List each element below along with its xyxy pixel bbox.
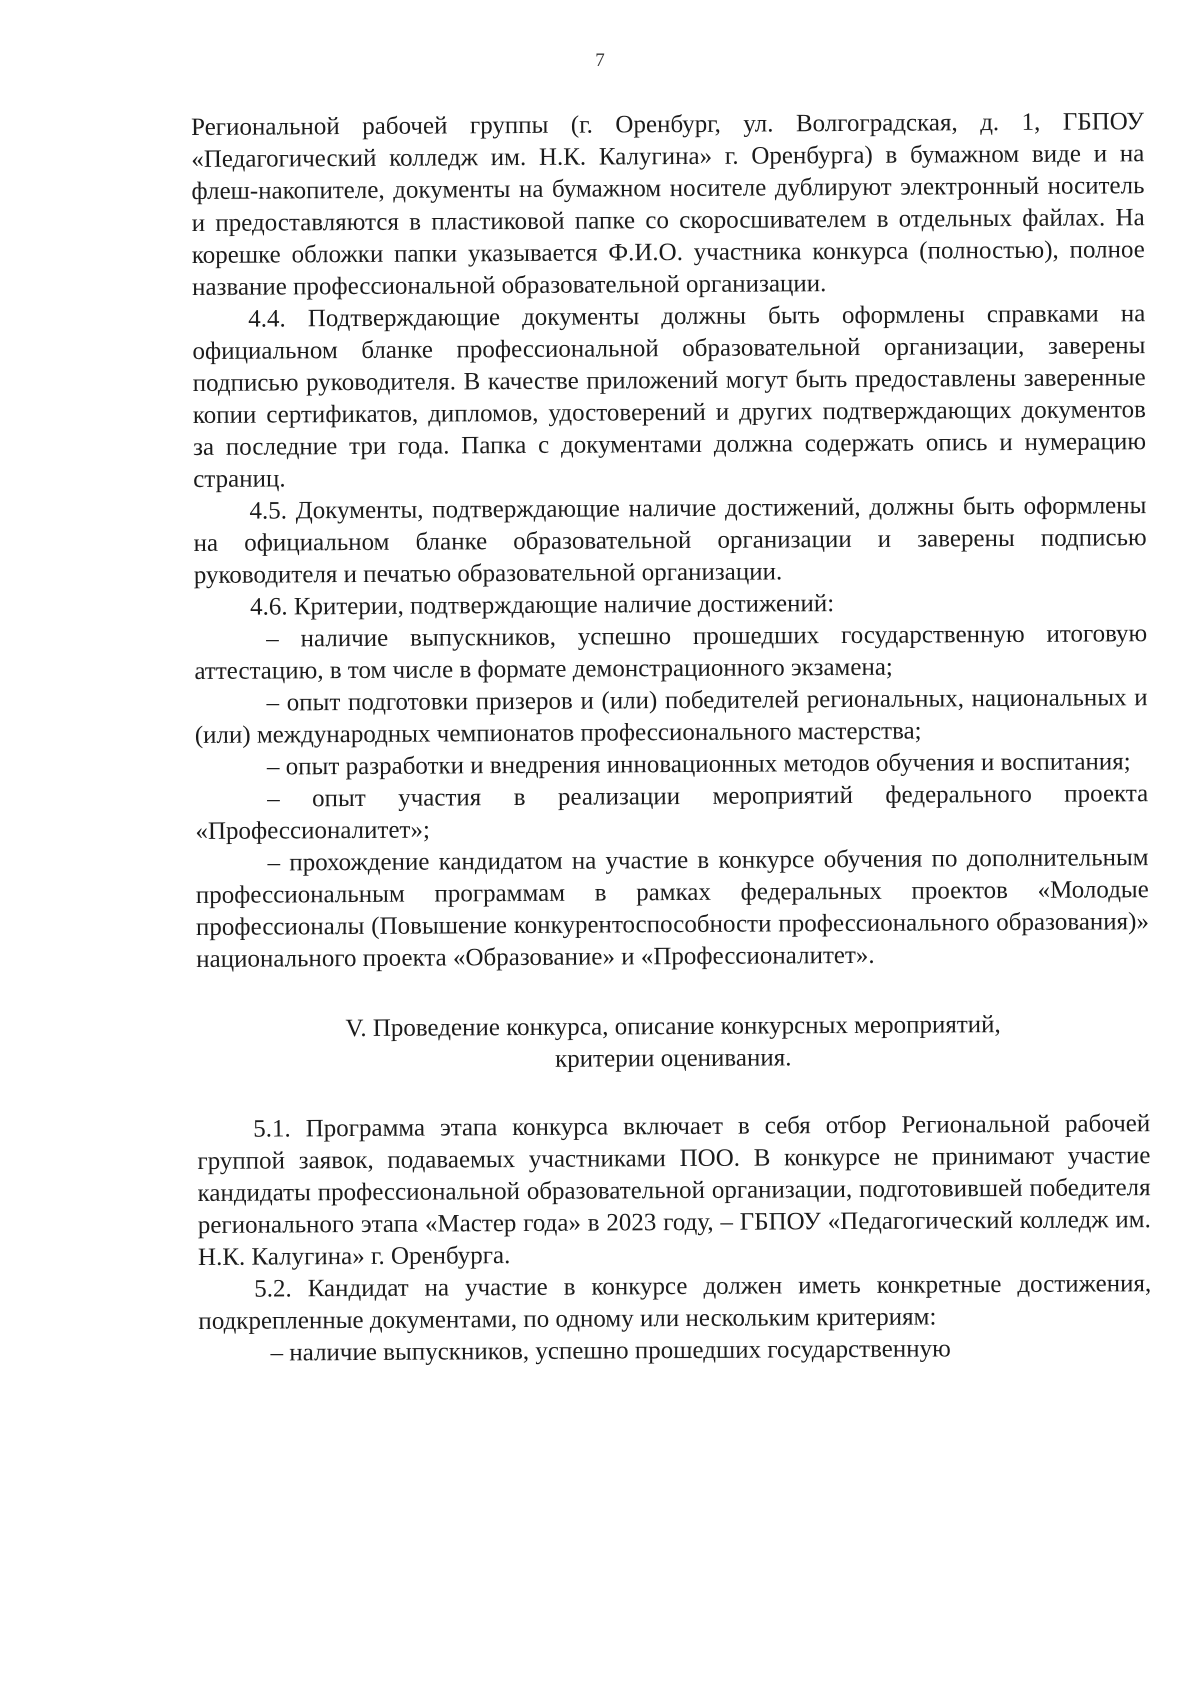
section-4-continuation	[191, 106, 1149, 976]
list-item: – наличие выпускников, успешно прошедших государственную итоговую аттестацию, в том числе в формате демонстрационного экзамена;	[194, 620, 1148, 685]
page-number: 7	[595, 50, 605, 71]
list-item: – опыт подготовки призеров и (или) победителей региональных, национальных и (или) международных чемпионатов профессионального мастерства;	[194, 684, 1148, 749]
list-item: – опыт разработки и внедрения инновационных методов обучения и воспитания;	[266, 748, 1131, 781]
list-item: – наличие выпускников, успешно прошедших государственную	[270, 1335, 951, 1367]
list-item: – опыт участия в реализации мероприятий федерального проекта «Профессионалитет»;	[195, 780, 1149, 845]
section-5-heading-line-1: V. Проведение конкурса, описание конкурсных мероприятий,	[345, 1011, 1001, 1043]
paragraph: 4.4. Подтверждающие документы должны быть оформлены справками на официальном бланке профессиональной образовательной организации, заверены подписью руководителя. В качестве приложений могут быть предоставлены заверенные копии сертификатов, дипломов, удостоверений и других подтверждающих документов за последние три года. Папка с документами должна содержать опись и нумерацию страниц.	[192, 300, 1147, 493]
list-item: – прохождение кандидатом на участие в конкурсе обучения по дополнительным профессиональным программам в рамках федеральных проектов «Молодые профессионалы (Повышение конкурентоспособности профессионального образования)» национального проекта «Образование» и «Профессионалитет».	[195, 844, 1150, 973]
paragraph: 5.1. Программа этапа конкурса включает в себя отбор Региональной рабочей группой заявок, подаваемых участниками ПОО. В конкурсе не принимают участие кандидаты профессиональной образовательной организации, подготовившей победителя регионального этапа «Мастер года» в 2023 году, – ГБПОУ «Педагогический колледж им. Н.К. Калугина» г. Оренбурга.	[197, 1110, 1151, 1271]
section-5-body	[197, 1108, 1152, 1370]
document-body	[191, 106, 1152, 1370]
paragraph: 5.2. Кандидат на участие в конкурсе должен иметь конкретные достижения, подкрепленные документами, по одному или нескольким критериям:	[198, 1270, 1152, 1335]
paragraph: Региональной рабочей группы (г. Оренбург, ул. Волгоградская, д. 1, ГБПОУ «Педагогический колледж им. Н.К. Калугина» г. Оренбурга) в бумажном виде и на флеш-накопителе, документы на бумажном носителе дублируют электронный носитель и предоставляются в пластиковой папке со скоросшивателем в отдельных файлах. На корешке обложки папки указывается Ф.И.О. участника конкурса (полностью), полное название профессиональной образовательной организации.	[191, 108, 1145, 301]
paragraph: 4.5. Документы, подтверждающие наличие достижений, должны быть оформлены на официальном бланке образовательной организации и заверены подписью руководителя и печатью образовательной организации.	[193, 492, 1147, 589]
paragraph: 4.6. Критерии, подтверждающие наличие достижений:	[249, 590, 835, 621]
section-5-heading-line-2: критерии оценивания.	[555, 1044, 792, 1073]
section-5-heading	[197, 1008, 1150, 1078]
